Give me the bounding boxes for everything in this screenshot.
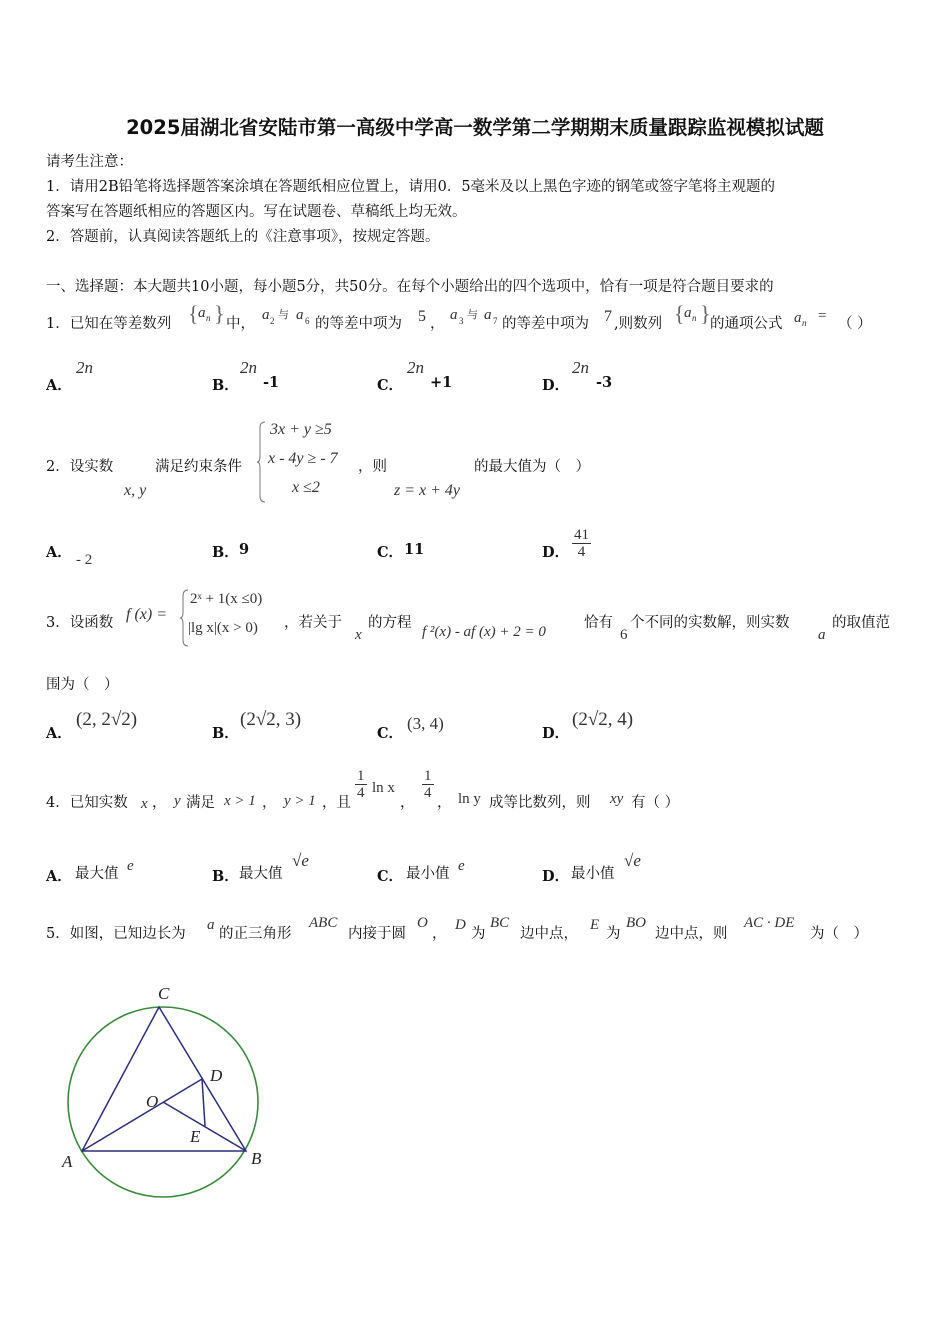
q1-and-1: 与 [278, 309, 289, 321]
q4-xy: xy [610, 791, 624, 807]
q1-seq-2: a [684, 305, 692, 321]
q3-text-6: 的取值范 [832, 615, 890, 631]
q4-cond-2: y > 1 [284, 793, 316, 809]
q1-brace-close: } [214, 301, 225, 326]
q2-vars: x, y [124, 482, 147, 499]
q3-text-3: 的方程 [368, 615, 412, 631]
q4-text-1: 4．已知实数 [46, 795, 128, 811]
q5-text-3: 内接于圆 [348, 926, 406, 942]
q4-fraction-1: $\frac{1}{4}$ [357, 768, 365, 801]
q1-text-6: ,则数列 [614, 316, 663, 332]
q4-x: x [141, 796, 148, 812]
label-c: C [158, 984, 170, 1003]
notice-line-1b: 答案写在答题纸相应的答题区内。写在试题卷、草稿纸上均无效。 [46, 204, 467, 220]
label-d: D [210, 1066, 223, 1085]
q5-a: a [207, 917, 215, 933]
q5-text-8: 边中点，则 [655, 926, 728, 942]
q3-six: 6 [620, 627, 628, 643]
segment-de [202, 1079, 205, 1126]
q3-equation: f ²(x) - af (x) + 2 = 0 [422, 624, 546, 640]
q3-text-7: 围为（ ） [46, 677, 119, 693]
q1-text-4: ， [430, 316, 445, 332]
q4-text-3: ，且 [322, 795, 351, 811]
q4-comma-1: ， [152, 795, 167, 811]
q3-x: x [355, 627, 362, 643]
q1-text-1: 1．已知在等差数列 [46, 316, 172, 332]
label-b: B [251, 1149, 262, 1168]
q3-fx: f (x) = [126, 606, 167, 623]
q1-seq-sub: n [206, 313, 211, 323]
q1-a2: a [262, 307, 270, 323]
q4-y: y [174, 793, 181, 809]
notice-line-1a: 1．请用2B铅笔将选择题答案涂填在答题纸相应位置上，请用0．5毫米及以上黑色字迹的钢笔或签字笔将主观题的 [46, 179, 776, 195]
q1-a7-sub: 7 [493, 316, 498, 326]
q2-brace [257, 420, 267, 504]
q1-text-2: 中， [226, 316, 255, 332]
q5-text-9: 为（ ） [810, 926, 868, 942]
q2-objective: z = x + 4y [394, 482, 461, 499]
q3-a: a [818, 627, 826, 643]
q2-text-3: ，则 [358, 459, 387, 475]
q1-an: a [794, 310, 802, 326]
q4-ln-y: ln y [458, 791, 481, 807]
notice-heading: 请考生注意： [46, 154, 133, 170]
q1-seq: a [198, 305, 206, 321]
q1-text-7: 的通项公式 [710, 316, 783, 332]
q3-case-1: 2ˣ + 1(x ≤0) [190, 591, 263, 607]
q1-a6: a [296, 307, 304, 323]
label-e: E [190, 1127, 201, 1146]
q1-brace-open-2: { [674, 301, 685, 326]
label-a: A [62, 1152, 73, 1171]
q1-text-8: （ ） [838, 316, 872, 332]
q3-text-5: 个不同的实数解，则实数 [630, 615, 790, 631]
page-title: 2025届湖北省安陆市第一高级中学高一数学第二学期期末质量跟踪监视模拟试题 [126, 116, 824, 139]
q1-a6-sub: 6 [305, 316, 310, 326]
q2-text-1: 2．设实数 [46, 459, 114, 475]
q5-text-6: 边中点， [520, 926, 578, 942]
q2-constraint-2: x - 4y ≥ - 7 [268, 450, 338, 467]
q4-text-5: 有（ ） [631, 795, 680, 811]
q5-bc: BC [490, 915, 510, 931]
q1-seq-2-sub: n [692, 313, 697, 323]
q5-bo: BO [626, 915, 646, 931]
q1-val-7: 7 [604, 308, 612, 325]
q3-text-4: 恰有 [584, 615, 613, 631]
q5-text-5: 为 [471, 926, 486, 942]
q4-comma-3: ， [400, 795, 415, 811]
q2-option-d-fraction: $\frac{41}{4}$ [574, 527, 589, 560]
q2-text-4: 的最大值为（ ） [474, 459, 590, 475]
q4-text-2: 满足 [186, 795, 215, 811]
q1-a2-sub: 2 [270, 316, 275, 326]
q5-o: O [417, 915, 428, 931]
q5-dot-product: AC · DE [744, 915, 795, 931]
q4-comma-2: ， [262, 795, 277, 811]
geometry-figure [50, 975, 290, 1205]
q1-a3: a [450, 307, 458, 323]
q1-val-5: 5 [418, 308, 426, 325]
q4-fraction-2: $\frac{1}{4}$ [424, 768, 432, 801]
notice-line-2: 2．答题前，认真阅读答题纸上的《注意事项》，按规定答题。 [46, 229, 440, 245]
q1-and-2: 与 [467, 309, 478, 321]
q4-ln-x: ln x [372, 780, 395, 796]
q2-constraint-3: x ≤2 [292, 479, 320, 496]
q5-e: E [590, 917, 600, 933]
q4-text-4: 成等比数列，则 [489, 795, 591, 811]
q2-constraint-1: 3x + y ≥5 [270, 421, 332, 438]
label-o: O [146, 1092, 159, 1111]
q1-brace-close-2: } [700, 301, 711, 326]
section-heading: 一、选择题：本大题共10小题，每小题5分，共50分。在每个小题给出的四个选项中，恰有一项是符合题目要求的 [46, 279, 774, 295]
q1-text-3: 的等差中项为 [315, 316, 402, 332]
q5-text-1: 5．如图，已知边长为 [46, 926, 186, 942]
q3-text-1: 3．设函数 [46, 615, 114, 631]
q5-text-2: 的正三角形 [219, 926, 292, 942]
q5-abc: ABC [309, 915, 338, 931]
q2-text-2: 满足约束条件 [155, 459, 242, 475]
q1-a3-sub: 3 [459, 316, 464, 326]
q4-comma-4: ， [437, 795, 452, 811]
q1-equals: = [818, 308, 827, 324]
q1-an-sub: n [802, 318, 807, 328]
q1-text-5: 的等差中项为 [502, 316, 589, 332]
q1-brace-open: { [188, 301, 199, 326]
q5-text-4: ， [432, 926, 447, 942]
q5-text-7: 为 [606, 926, 621, 942]
q4-cond-1: x > 1 [224, 793, 256, 809]
q3-text-2: ，若关于 [284, 615, 342, 631]
q1-a7: a [484, 307, 492, 323]
q3-case-2: |lg x|(x > 0) [188, 620, 258, 636]
q3-brace [180, 588, 190, 648]
q5-d: D [455, 917, 466, 933]
